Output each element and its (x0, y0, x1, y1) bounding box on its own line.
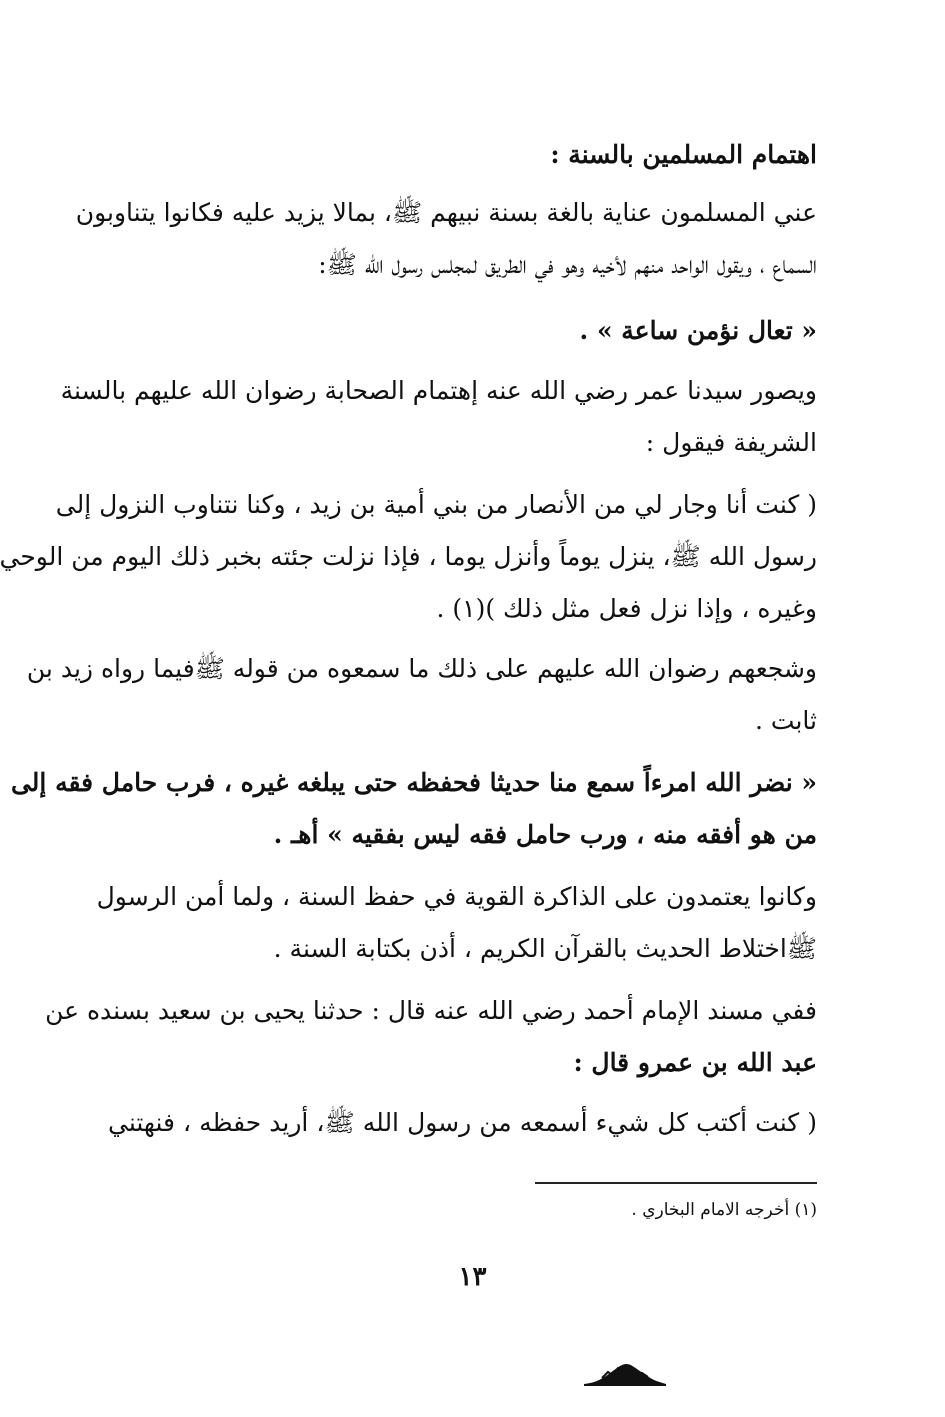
text-line-3: « تعال نؤمن ساعة » . (579, 316, 817, 345)
text-line-15: ففي مسند الإمام أحمد رضي الله عنه قال : حدثنا يحيى بن سعيد بسنده عن (45, 996, 817, 1025)
text-line-13: وكانوا يعتمدون على الذاكرة القوية في حفظ السنة ، ولما أمن الرسول (96, 882, 817, 911)
text-line-9: وشجعهم رضوان الله عليهم على ذلك ما سمعوه من قوله ﷺفيما رواه زيد بن (26, 654, 817, 683)
footnote-divider (535, 1182, 817, 1184)
text-line-4: ويصور سيدنا عمر رضي الله عنه إهتمام الصحابة رضوان الله عليهم بالسنة (60, 376, 817, 405)
decorative-mound-ornament-icon (582, 1358, 668, 1388)
text-line-8: وغيره ، وإذا نزل فعل مثل ذلك )(١) . (436, 594, 817, 623)
text-line-16: عبد الله بن عمرو قال : (573, 1048, 817, 1077)
section-heading: اهتمام المسلمين بالسنة : (550, 140, 817, 169)
text-line-11: « نضر الله امرءاً سمع منا حديثا فحفظه حتى يبلغه غيره ، فرب حامل فقه إلى (10, 768, 817, 797)
text-line-12: من هو أفقه منه ، ورب حامل فقه ليس بفقيه » أهـ . (273, 820, 817, 849)
text-line-17: ( كنت أكتب كل شيء أسمعه من رسول الله ﷺ، أريد حفظه ، فنهتني (108, 1108, 817, 1137)
text-line-14: ﷺاختلاط الحديث بالقرآن الكريم ، أذن بكتابة السنة . (273, 934, 817, 963)
text-line-1: عني المسلمون عناية بالغة بسنة نبيهم ﷺ، بمالا يزيد عليه فكانوا يتناوبون (75, 198, 817, 227)
text-line-2: السماع ، ويقول الواحد منهم لأخيه وهو في الطريق لمجلس رسول الله ﷺ: (318, 250, 817, 279)
page-number: ١٣ (458, 1262, 487, 1292)
footnote: (١) أخرجه الامام البخاري . (631, 1200, 817, 1220)
text-line-7: رسول الله ﷺ، ينزل يوماً وأنزل يوما ، فإذا نزلت جئته بخبر ذلك اليوم من الوحي (0, 542, 817, 571)
text-line-6: ( كنت أنا وجار لي من الأنصار من بني أمية بن زيد ، وكنا نتناوب النزول إلى (55, 490, 817, 519)
text-line-5: الشريفة فيقول : (645, 428, 817, 457)
text-line-10: ثابت . (755, 706, 817, 735)
